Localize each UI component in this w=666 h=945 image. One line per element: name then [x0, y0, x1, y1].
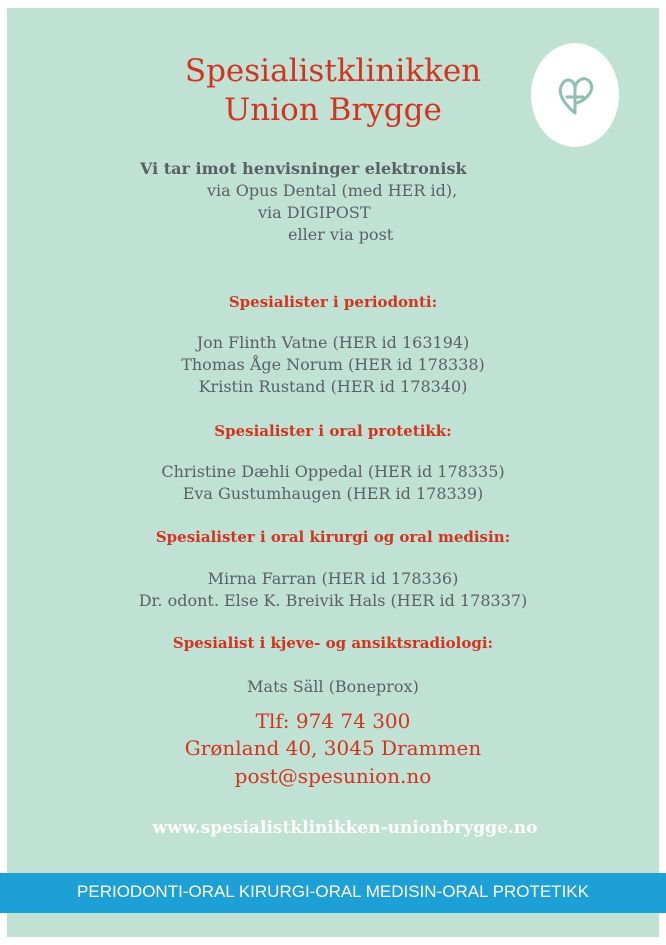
- specialty-banner: [0, 873, 666, 913]
- section-heading-protetikk: Spesialister i oral protetikk:: [214, 422, 452, 440]
- clinic-name-line1: Spesialistklinikken: [184, 53, 482, 89]
- section-heading-radiologi: Spesialist i kjeve- og ansiktsradiologi:: [172, 634, 494, 652]
- referral-line4: eller via post: [288, 225, 394, 244]
- heart-person-icon: [555, 73, 595, 117]
- specialist-item: Mats Säll (Boneprox): [247, 677, 419, 696]
- referral-line3: via DIGIPOST: [258, 203, 371, 222]
- phone-number[interactable]: Tlf: 974 74 300: [255, 709, 411, 733]
- specialist-item: Eva Gustumhaugen (HER id 178339): [182, 484, 484, 503]
- section-heading-kirurgi: Spesialister i oral kirurgi og oral medisin:: [155, 528, 511, 546]
- referral-line1: Vi tar imot henvisninger elektronisk: [140, 159, 467, 178]
- website-link[interactable]: www.spesialistklinikken-unionbrygge.no: [152, 818, 538, 838]
- specialist-item: Kristin Rustand (HER id 178340): [198, 377, 468, 396]
- clinic-name-line2: Union Brygge: [224, 92, 442, 128]
- specialist-item: Mirna Farran (HER id 178336): [207, 569, 459, 588]
- banner-text: PERIODONTI-ORAL KIRURGI-ORAL MEDISIN-ORAL PROTETIKK: [77, 882, 589, 901]
- specialist-item: Christine Dæhli Oppedal (HER id 178335): [161, 462, 505, 481]
- specialist-item: Dr. odont. Else K. Breivik Hals (HER id 178337): [138, 591, 528, 610]
- address: Grønland 40, 3045 Drammen: [184, 736, 482, 760]
- specialist-item: Thomas Åge Norum (HER id 178338): [181, 355, 485, 374]
- specialist-item: Jon Flinth Vatne (HER id 163194): [196, 333, 470, 352]
- logo: [531, 43, 619, 147]
- email-link[interactable]: post@spesunion.no: [234, 764, 432, 788]
- referral-line2: via Opus Dental (med HER id),: [207, 181, 458, 200]
- section-heading-periodonti: Spesialister i periodonti:: [228, 293, 438, 311]
